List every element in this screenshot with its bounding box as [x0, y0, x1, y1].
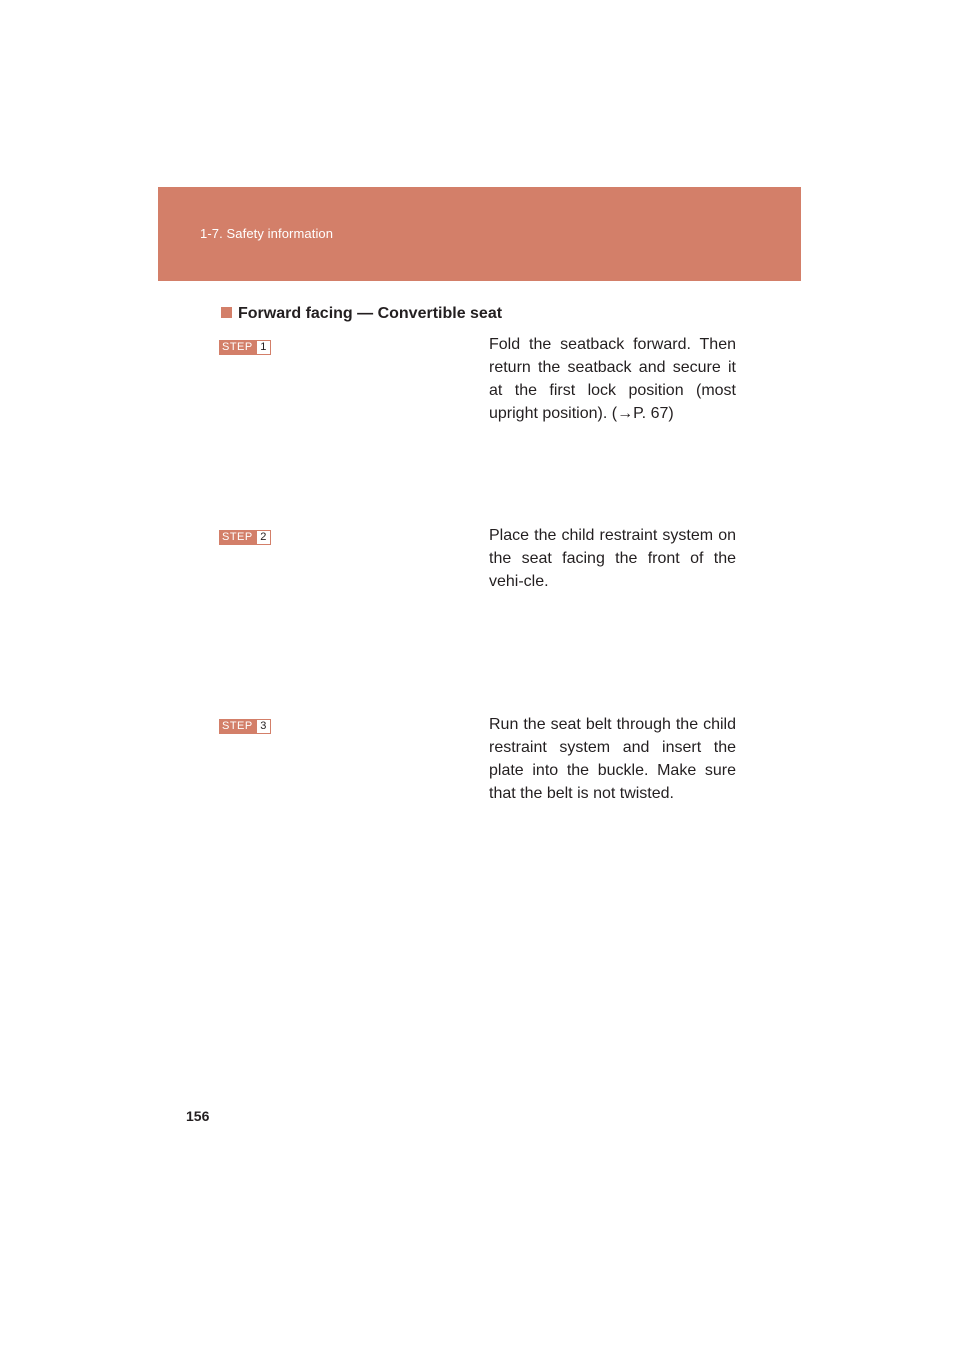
step-number: 3 — [257, 719, 271, 734]
step-badge-3 — [219, 719, 271, 734]
step-badge-2 — [219, 530, 271, 545]
step-2-text: Place the child restraint system on the seat facing the front of the vehi-cle. — [489, 527, 736, 590]
step-word: STEP — [219, 340, 257, 355]
section-label: 1-7. Safety information — [200, 226, 334, 241]
step-number: 2 — [257, 530, 271, 545]
step-badge-1 — [219, 340, 271, 355]
square-bullet-icon — [221, 307, 232, 318]
page-number: 156 — [186, 1108, 210, 1124]
step-3-text: Run the seat belt through the child restraint system and insert the plate into the buckle. Make sure that the belt is not twisted. — [489, 716, 736, 802]
section-header-band — [158, 187, 801, 281]
step-1-text: Fold the seatback forward. Then return the seatback and secure it at the first lock position (most upright position). (→P. 67) — [489, 336, 736, 422]
subsection-title: Forward facing — Convertible seat — [238, 305, 503, 322]
step-word: STEP — [219, 719, 257, 734]
step-word: STEP — [219, 530, 257, 545]
subsection-heading — [221, 305, 502, 323]
step-number: 1 — [257, 340, 271, 355]
